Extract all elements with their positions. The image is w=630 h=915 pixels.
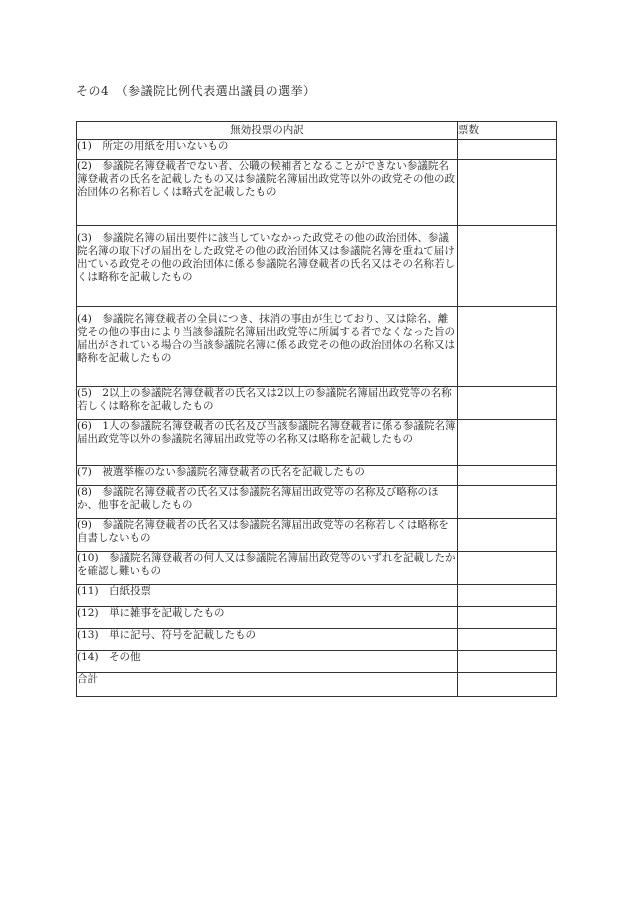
row-label [77,519,458,552]
vote-count-cell[interactable] [458,519,557,552]
row-text: 参議院名簿の届出要件に該当していなかった政党その他の政治団体、参議院名簿の取下げの届出をした政党その他の政治団体又は参議院名簿を重ねて届け出ている政党その他の政治団体に係る参議院名簿登載者の氏名又はその名称若しくは略称を記載したもの [77,232,455,283]
row-number: (7) [77,466,92,478]
row-number: (12) [77,607,99,619]
row-label [77,226,458,307]
vote-count-cell[interactable] [458,466,557,486]
column-header-votes: 票数 [458,122,557,140]
table-row [77,387,557,420]
row-label [77,607,458,629]
row-label [77,307,458,387]
row-text: 2以上の参議院名簿登載者の氏名又は2以上の参議院名簿届出政党等の名称若しくは略称を記載したもの [77,387,452,412]
row-number: (1) [77,140,92,152]
row-label [77,140,458,160]
table-row [77,140,557,160]
vote-count-cell[interactable] [458,629,557,651]
row-text: 1人の参議院名簿登載者の氏名及び当該参議院名簿登載者に係る参議院名簿届出政党等以外の参議院名簿届出政党等の名称又は略称を記載したもの [77,420,456,445]
row-label [77,420,458,466]
row-text: 参議院名簿登載者の何人又は参議院名簿届出政党等のいずれを記載したかを確認し難いもの [77,552,456,577]
row-text: 参議院名簿登載者でない者、公職の候補者となることができない参議院名簿登載者の氏名を記載したもの又は参議院名簿届出政党等以外の政党その他の政治団体の名称若しくは略式を記載したもの [77,160,455,198]
page-heading: その4 （参議院比例代表選出議員の選挙） [76,84,316,98]
vote-count-cell[interactable] [458,420,557,466]
row-text: その他 [109,651,141,663]
row-number: (13) [77,629,99,641]
row-number: (6) [77,420,92,432]
table-header-row [77,122,557,140]
row-text: 被選挙権のない参議院名簿登載者の氏名を記載したもの [102,466,365,478]
vote-count-cell[interactable] [458,607,557,629]
invalid-votes-table [76,121,557,697]
row-text: 参議院名簿登載者の氏名又は参議院名簿届出政党等の名称及び略称のほか、他事を記載したもの [77,486,439,511]
row-text: 単に雑事を記載したもの [109,607,225,619]
row-label [77,387,458,420]
table-row [77,552,557,585]
total-vote-count-cell[interactable] [458,673,557,697]
row-number: (4) [77,313,92,325]
row-text: 所定の用紙を用いないもの [102,140,229,152]
row-text: 参議院名簿登載者の全員につき、抹消の事由が生じており、又は除名、離党その他の事由により当該参議院名簿届出政党等に所属する者でなくなった旨の届出がされている場合の当該参議院名簿に係る政党その他の政治団体の名称又は略称を記載したもの [77,313,455,364]
vote-count-cell[interactable] [458,552,557,585]
column-header-breakdown: 無効投票の内訳 [77,122,458,140]
row-number: (9) [77,519,92,531]
row-label [77,486,458,519]
row-label [77,651,458,673]
row-label [77,552,458,585]
row-label [77,160,458,226]
table-row [77,160,557,226]
vote-count-cell[interactable] [458,160,557,226]
row-text: 白紙投票 [109,585,152,597]
table-row [77,629,557,651]
row-label [77,585,458,607]
table-row [77,585,557,607]
row-text: 単に記号、符号を記載したもの [109,629,257,641]
vote-count-cell[interactable] [458,585,557,607]
table-row [77,651,557,673]
row-number: (2) [77,160,92,172]
row-text: 参議院名簿登載者の氏名又は参議院名簿届出政党等の名称若しくは略称を自書しないもの [77,519,449,544]
table-row [77,466,557,486]
vote-count-cell[interactable] [458,651,557,673]
table-row [77,486,557,519]
table-row [77,226,557,307]
vote-count-cell[interactable] [458,307,557,387]
row-number: (14) [77,651,99,663]
total-label: 合計 [77,673,458,697]
row-number: (10) [77,552,99,564]
table-row [77,420,557,466]
table-row [77,607,557,629]
vote-count-cell[interactable] [458,486,557,519]
vote-count-cell[interactable] [458,140,557,160]
vote-count-cell[interactable] [458,226,557,307]
row-number: (11) [77,585,99,597]
total-row [77,673,557,697]
row-number: (5) [77,387,92,399]
row-number: (3) [77,232,92,244]
vote-count-cell[interactable] [458,387,557,420]
table-row [77,519,557,552]
row-label [77,629,458,651]
row-number: (8) [77,486,92,498]
row-label [77,466,458,486]
table-row [77,307,557,387]
